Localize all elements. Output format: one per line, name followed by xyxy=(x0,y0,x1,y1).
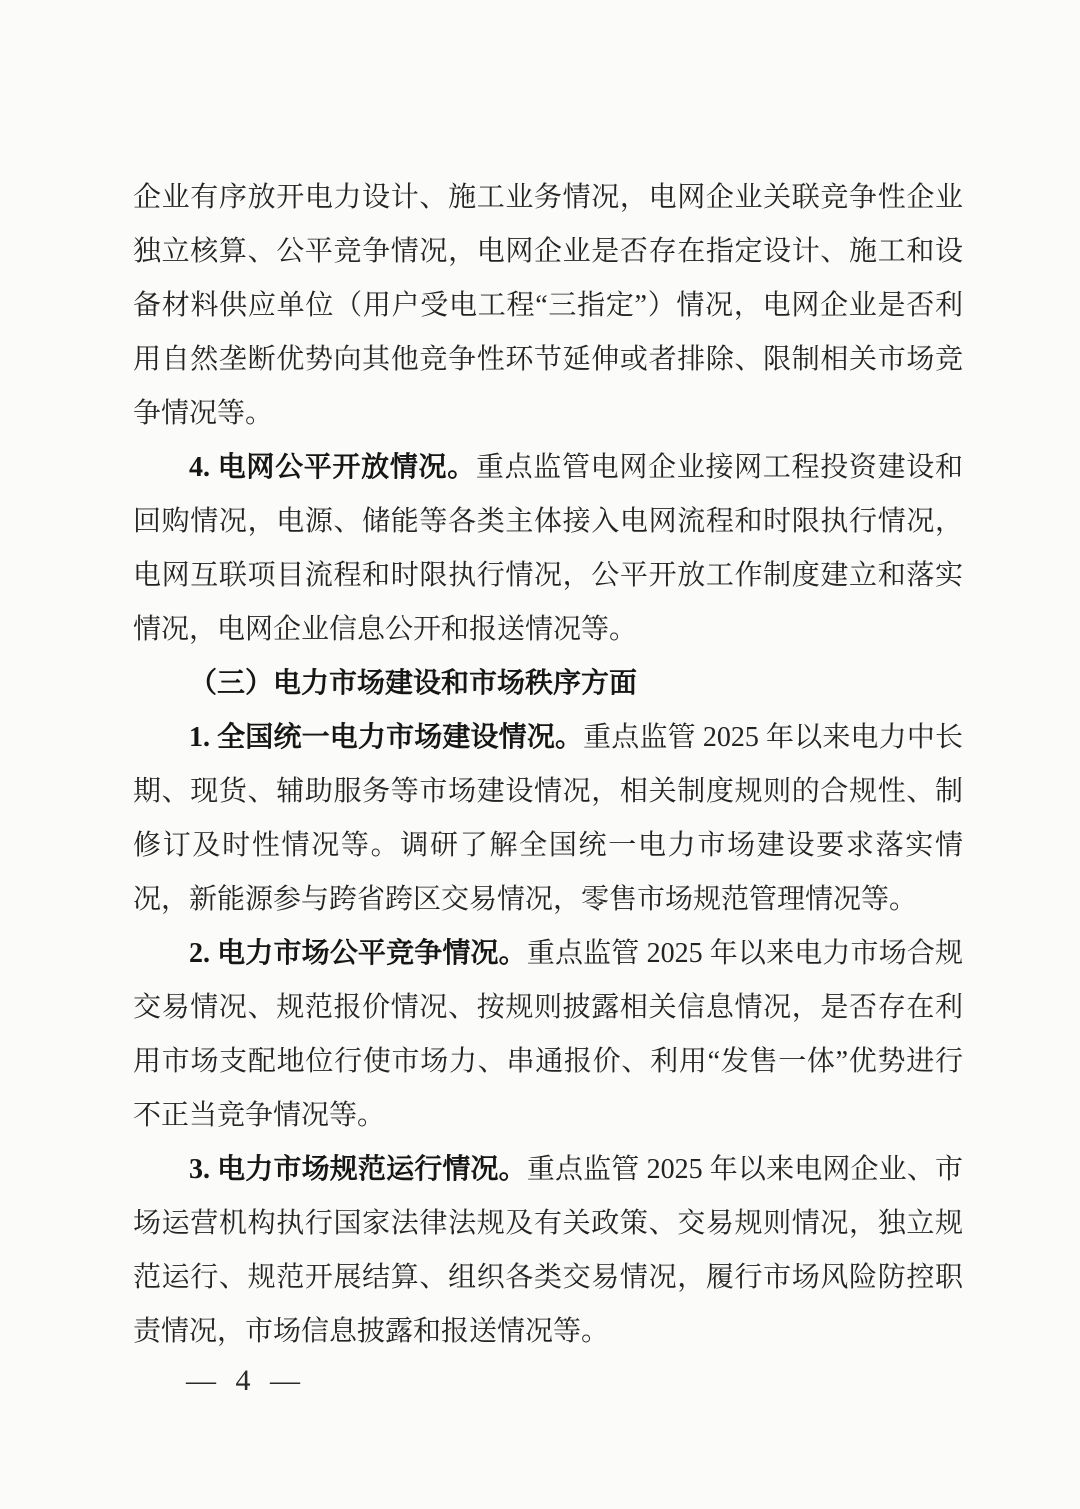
paragraph-item-3 xyxy=(133,1143,963,1359)
paragraph-item-1-body: 重点监管 2025 年以来电力中长期、现货、辅助服务等市场建设情况，相关制度规则的合规性、制修订及时性情况等。调研了解全国统一电力市场建设要求落实情况，新能源参与跨省跨区交易情况，零售市场规范管理情况等。 xyxy=(133,722,963,915)
paragraph-item-2-lead: 2. 电力市场公平竞争情况。 xyxy=(189,938,527,969)
paragraph-continued: 企业有序放开电力设计、施工业务情况，电网企业关联竞争性企业独立核算、公平竞争情况，电网企业是否存在指定设计、施工和设备材料供应单位（用户受电工程“三指定”）情况，电网企业是否利用自然垄断优势向其他竞争性环节延伸或者排除、限制相关市场竞争情况等。 xyxy=(133,182,963,429)
section-heading-3: （三）电力市场建设和市场秩序方面 xyxy=(189,668,638,699)
page-number: — 4 — xyxy=(186,1364,306,1397)
paragraph-item-1-lead: 1. 全国统一电力市场建设情况。 xyxy=(189,722,584,753)
paragraph-item-2-body: 重点监管 2025 年以来电力市场合规交易情况、规范报价情况、按规则披露相关信息情况，是否存在利用市场支配地位行使市场力、串通报价、利用“发售一体”优势进行不正当竞争情况等。 xyxy=(133,938,963,1131)
paragraph-item-1 xyxy=(133,711,963,927)
paragraph-item-3-lead: 3. 电力市场规范运行情况。 xyxy=(189,1154,527,1185)
document-body xyxy=(133,171,963,1359)
paragraph-item-4 xyxy=(133,441,963,657)
paragraph-item-3-body: 重点监管 2025 年以来电网企业、市场运营机构执行国家法律法规及有关政策、交易规则情况，独立规范运行、规范开展结算、组织各类交易情况，履行市场风险防控职责情况，市场信息披露和报送情况等。 xyxy=(133,1154,963,1347)
paragraph-item-4-lead: 4. 电网公平开放情况。 xyxy=(189,452,476,483)
paragraph-item-2 xyxy=(133,927,963,1143)
paragraph-item-4-body: 重点监管电网企业接网工程投资建设和回购情况，电源、储能等各类主体接入电网流程和时限执行情况，电网互联项目流程和时限执行情况，公平开放工作制度建立和落实情况，电网企业信息公开和报送情况等。 xyxy=(133,452,963,645)
